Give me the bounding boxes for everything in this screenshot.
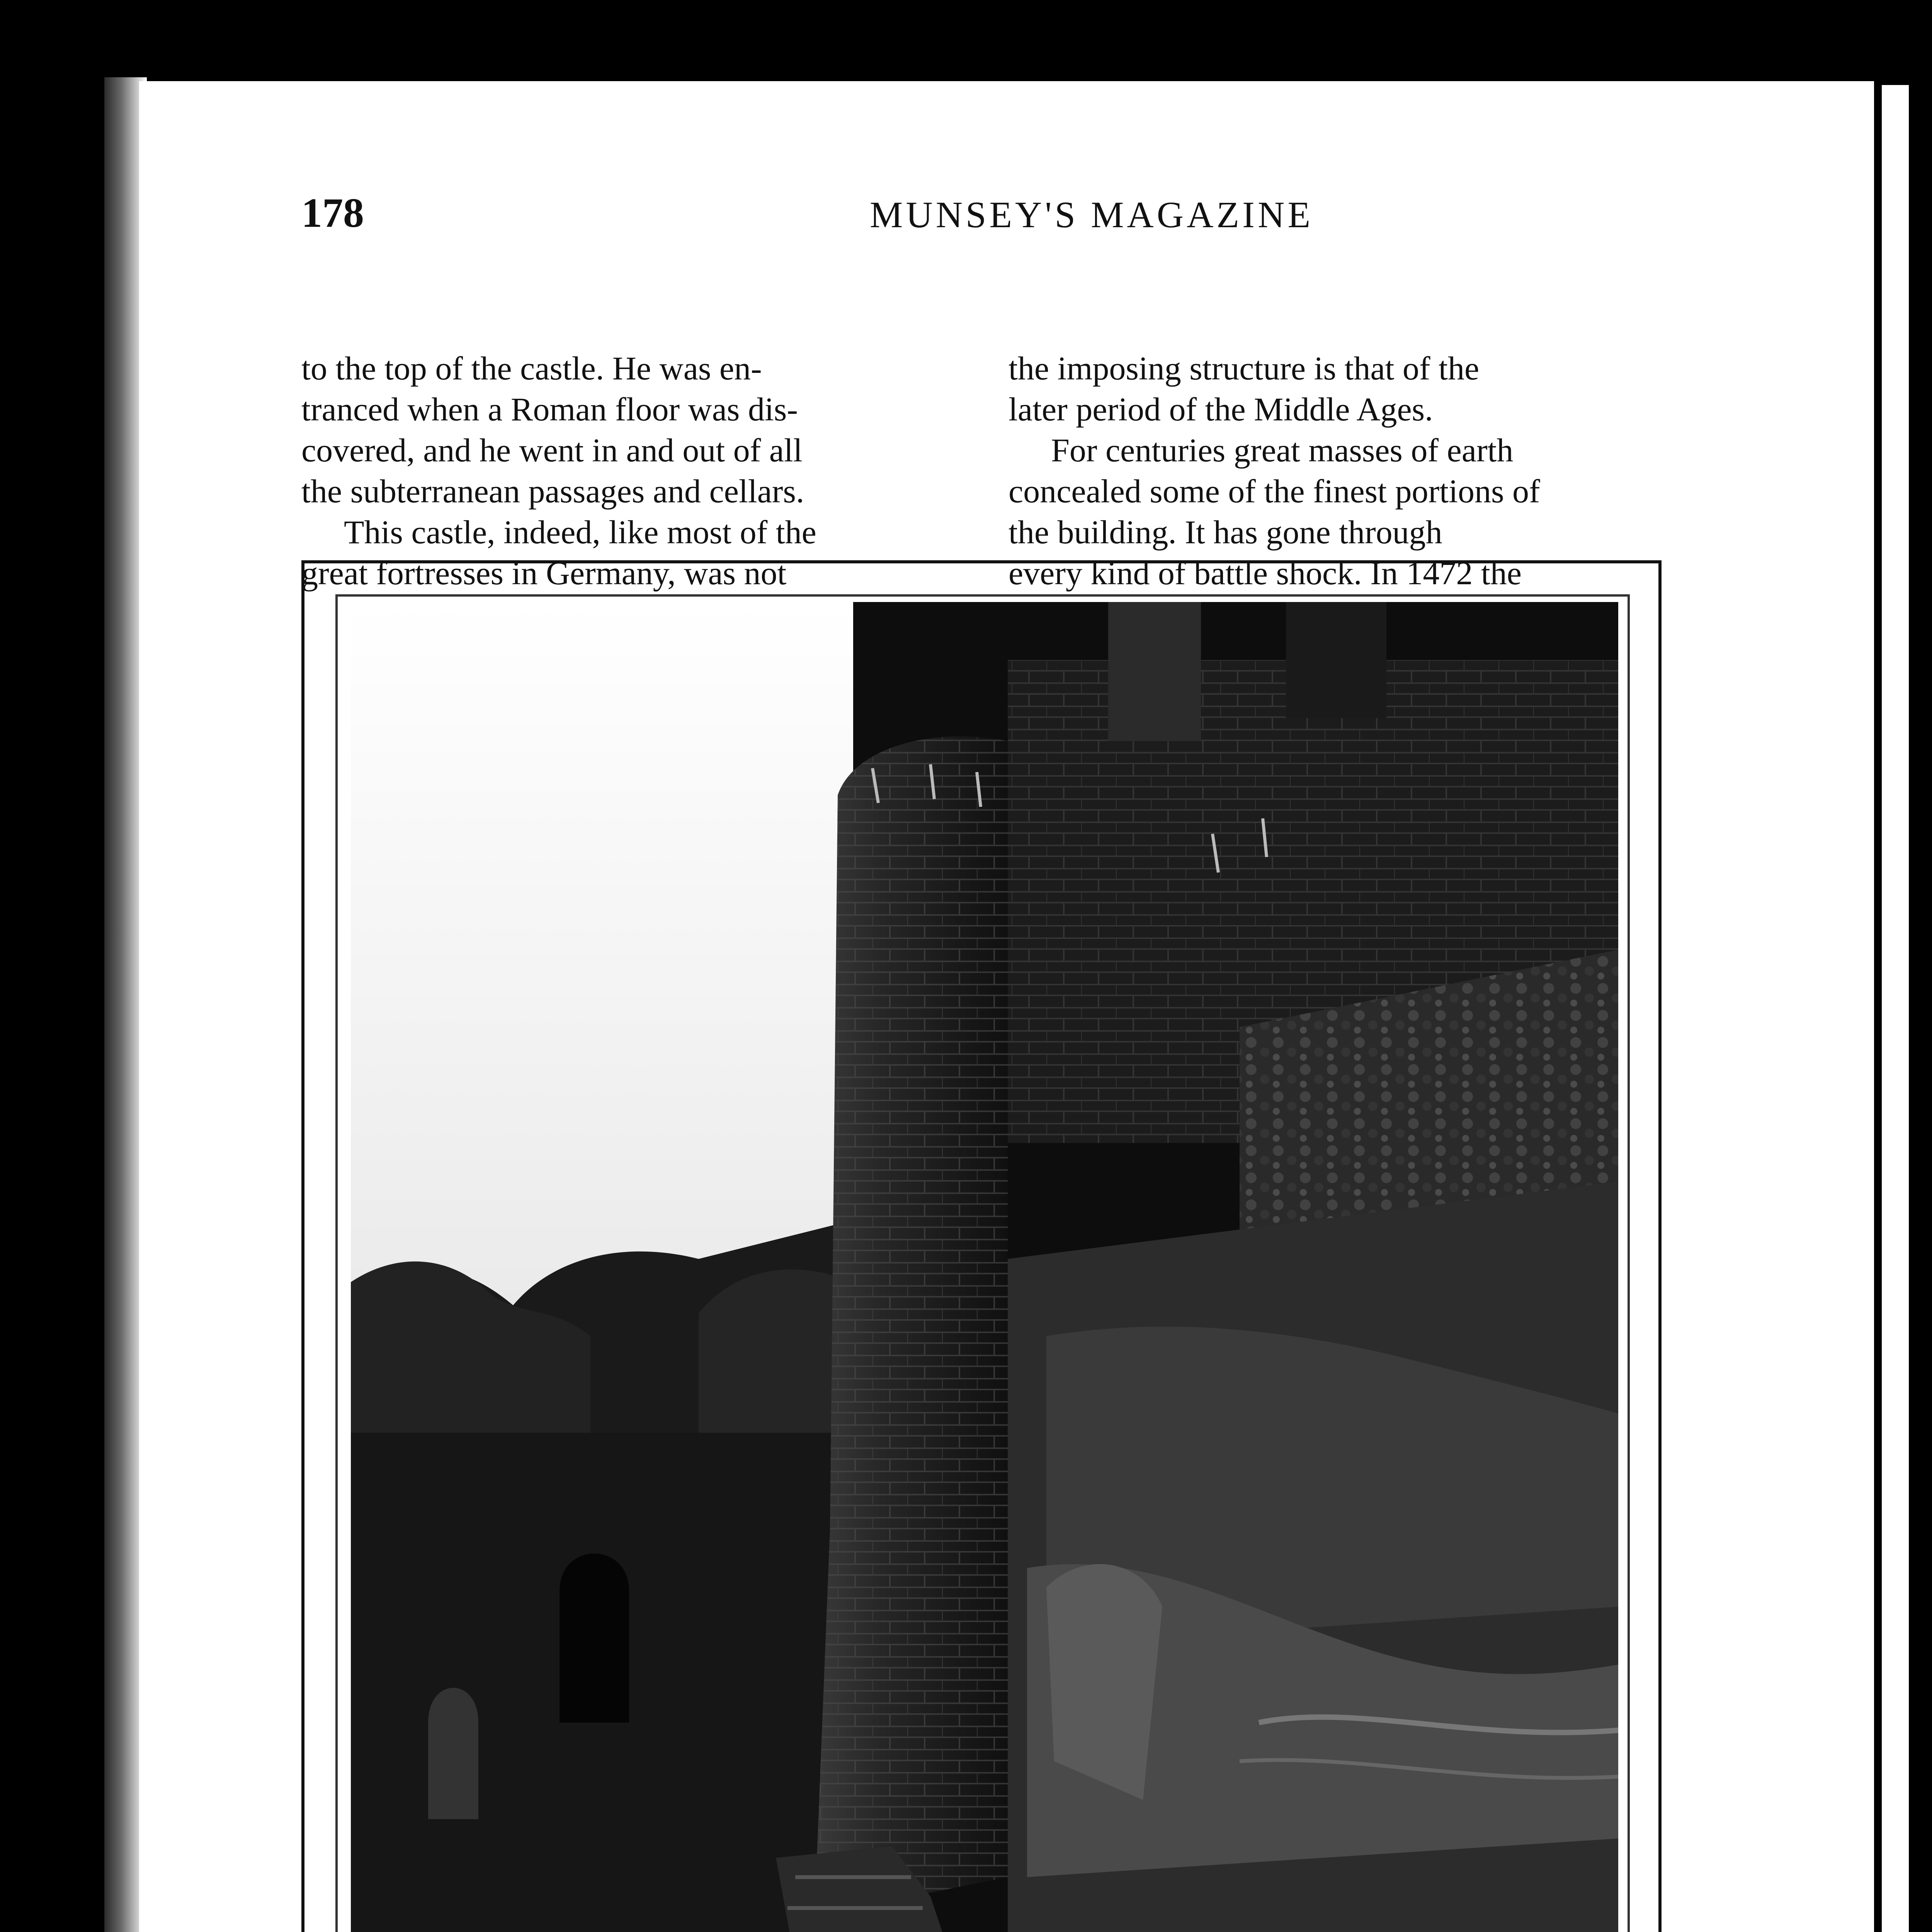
castle-photo-illustration xyxy=(351,602,1618,1932)
binding-edge xyxy=(1882,85,1909,1932)
text-line: to the top of the castle. He was en- xyxy=(301,350,762,387)
text-line: later period of the Middle Ages. xyxy=(1009,391,1433,428)
top-right-column xyxy=(1009,348,1681,594)
text-line: great fortresses in Germany, was not xyxy=(301,554,787,592)
text-line: the imposing structure is that of the xyxy=(1009,350,1480,387)
text-line: For centuries great masses of earth xyxy=(1051,432,1514,469)
top-left-column xyxy=(301,348,974,594)
text-line: the subterranean passages and cellars. xyxy=(301,473,804,510)
text-line: tranced when a Roman floor was dis- xyxy=(301,391,798,428)
running-head: MUNSEY'S MAGAZINE xyxy=(870,194,1313,235)
text-line: the building. It has gone through xyxy=(1009,514,1442,551)
text-line: concealed some of the finest portions of xyxy=(1009,473,1540,510)
castle-photograph xyxy=(351,602,1618,1932)
page-header xyxy=(139,189,1874,251)
text-line: This castle, indeed, like most of the xyxy=(344,514,816,551)
illustration-frame xyxy=(301,560,1662,1932)
text-line: every kind of battle shock. In 1472 the xyxy=(1009,554,1522,592)
text-line: covered, and he went in and out of all xyxy=(301,432,803,469)
magazine-page xyxy=(139,81,1874,1932)
page-number: 178 xyxy=(301,190,364,236)
